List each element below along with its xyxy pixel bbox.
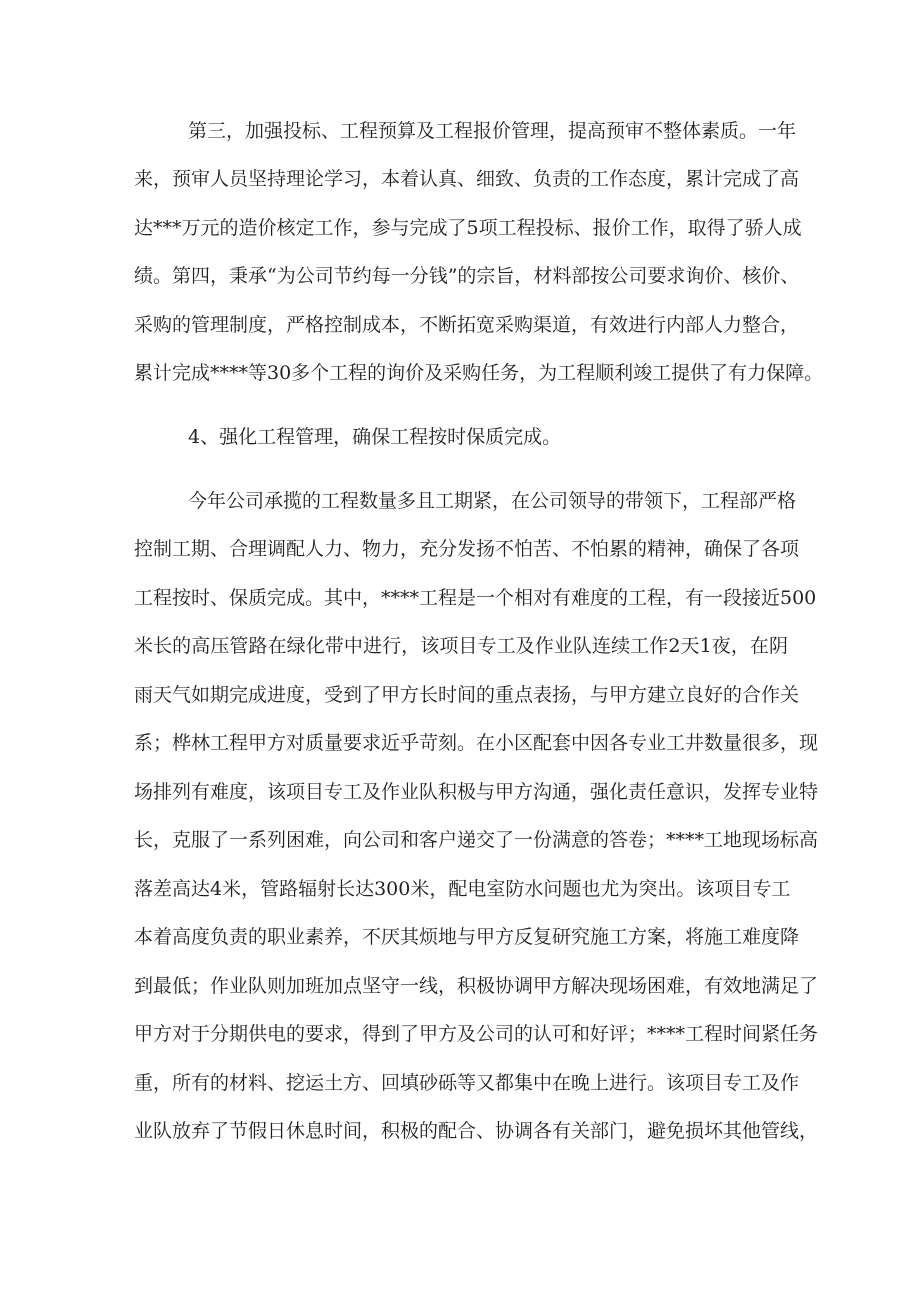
paragraph-2-line-2: 控制工期、合理调配人力、物力，充分发扬不怕苦、不怕累的精神，确保了各项: [134, 538, 800, 560]
paragraph-1-line-5: 采购的管理制度，严格控制成本，不断拓宽采购渠道，有效进行内部人力整合，: [134, 314, 800, 336]
paragraph-1-line-3: 达***万元的造价核定工作，参与完成了5项工程投标、报价工作，取得了骄人成: [134, 217, 802, 239]
paragraph-2-line-3: 工程按时、保质完成。其中，****工程是一个相对有难度的工程，有一段接近500: [134, 587, 817, 609]
paragraph-2-line-10: 本着高度负责的职业素养，不厌其烦地与甲方反复研究施工方案，将施工难度降: [134, 926, 800, 948]
paragraph-2-line-13: 重，所有的材料、挖运土方、回填砂砾等又都集中在晚上进行。该项目专工及作: [134, 1072, 800, 1094]
paragraph-2-line-7: 场排列有难度，该项目专工及作业队积极与甲方沟通，强化责任意识，发挥专业特: [134, 781, 819, 803]
paragraph-2-line-8: 长，克服了一系列困难，向公司和客户递交了一份满意的答卷；****工地现场标高: [134, 829, 819, 851]
paragraph-1-line-2: 来，预审人员坚持理论学习，本着认真、细致、负责的工作态度，累计完成了高: [134, 168, 800, 190]
paragraph-2-line-6: 系；桦林工程甲方对质量要求近乎苛刻。在小区配套中因各专业工井数量很多，现: [134, 732, 819, 754]
paragraph-2-line-5: 雨天气如期完成进度，受到了甲方长时间的重点表扬，与甲方建立良好的合作关: [134, 684, 800, 706]
paragraph-2-line-1: 今年公司承揽的工程数量多且工期紧，在公司领导的带领下，工程部严格: [188, 490, 797, 512]
paragraph-2-line-11: 到最低；作业队则加班加点坚守一线，积极协调甲方解决现场困难，有效地满足了: [134, 975, 819, 997]
section-heading-4: 4、强化工程管理，确保工程按时保质完成。: [188, 426, 562, 448]
paragraph-2-line-12: 甲方对于分期供电的要求，得到了甲方及公司的认可和好评；****工程时间紧任务: [134, 1023, 819, 1045]
paragraph-1-line-1: 第三，加强投标、工程预算及工程报价管理，提高预审不整体素质。一年: [188, 120, 797, 142]
paragraph-2-line-4: 米长的高压管路在绿化带中进行，该项目专工及作业队连续工作2天1夜，在阴: [134, 635, 788, 657]
paragraph-2-line-9: 落差高达4米，管路辐射长达300米，配电室防水问题也尤为突出。该项目专工: [134, 878, 791, 900]
paragraph-1-line-6: 累计完成****等30多个工程的询价及采购任务，为工程顺利竣工提供了有力保障。: [134, 362, 824, 384]
paragraph-2-line-14: 业队放弃了节假日休息时间，积极的配合、协调各有关部门，避免损坏其他管线，: [134, 1120, 819, 1142]
paragraph-1-line-4: 绩。第四，秉承“为公司节约每一分钱”的宗旨，材料部按公司要求询价、核价、: [134, 265, 800, 287]
